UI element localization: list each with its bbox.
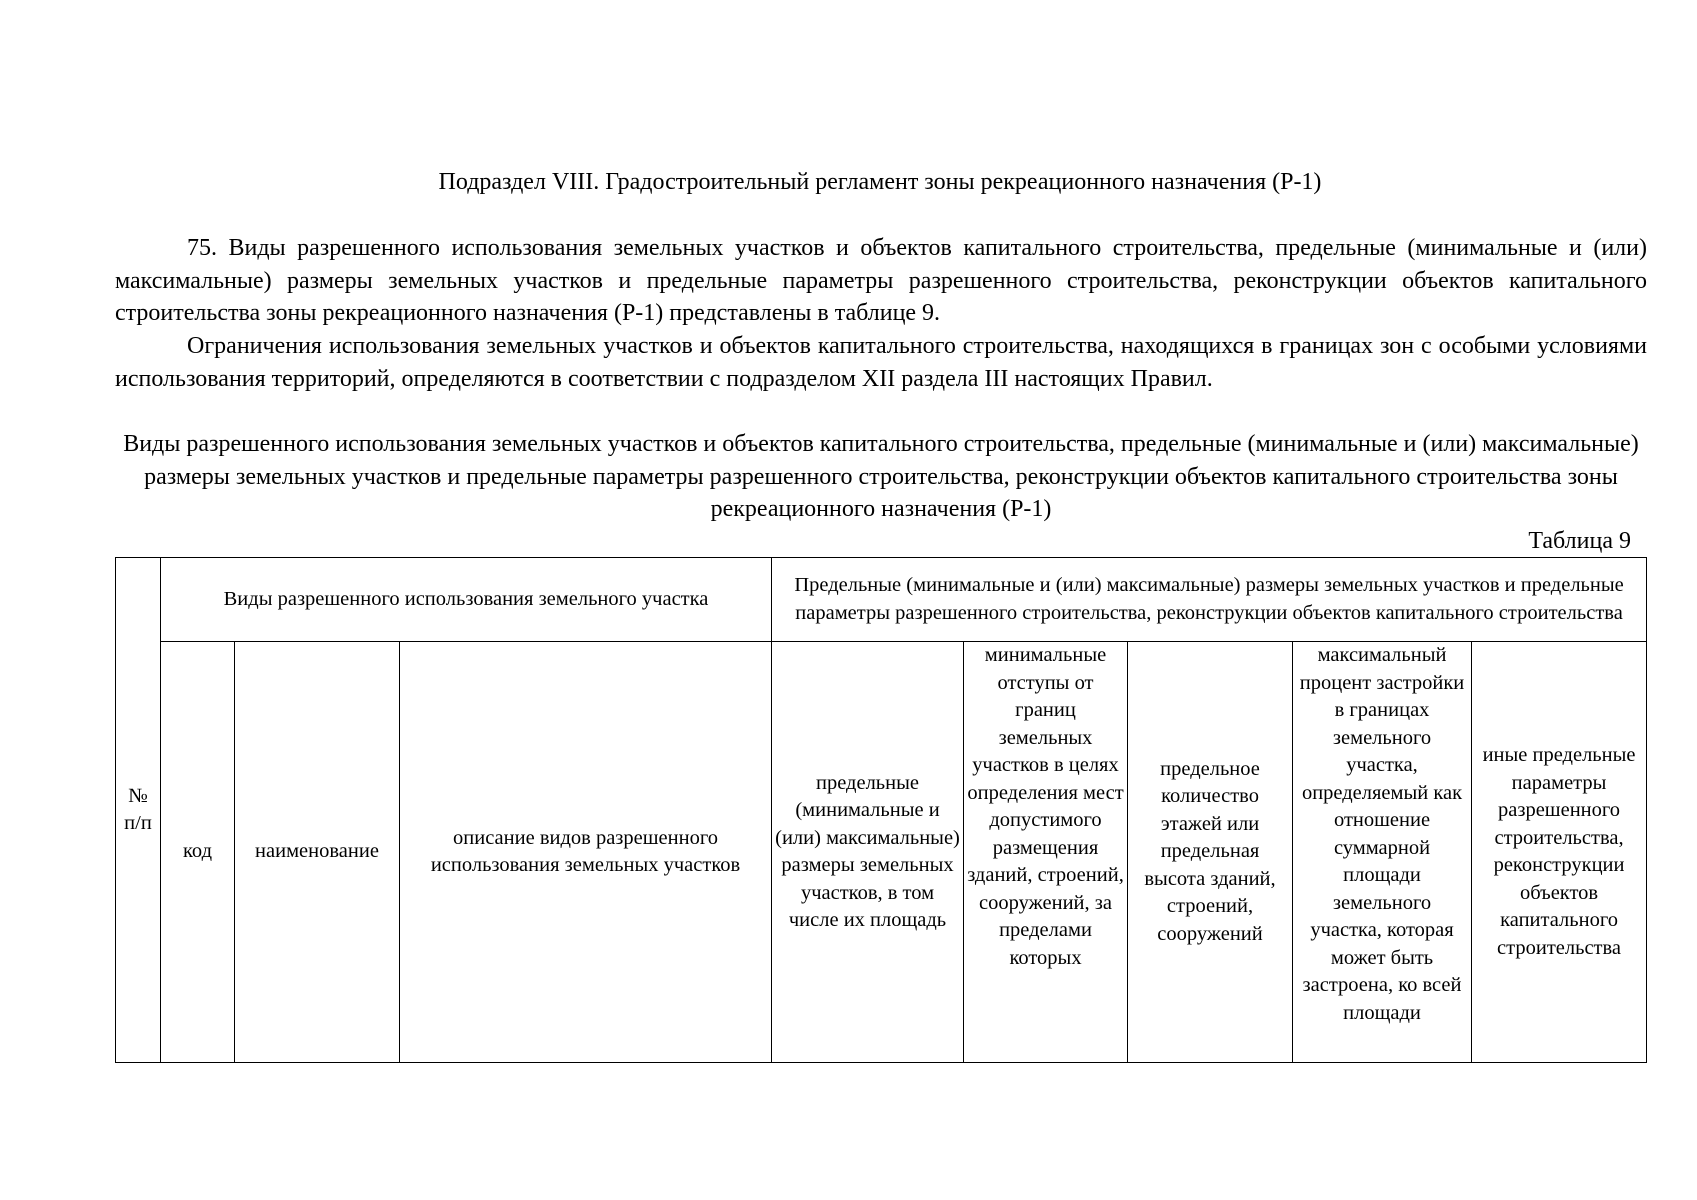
header-limits-group: Предельные (минимальные и (или) максимальные) размеры земельных участков и предельные параметры разрешенного строительства, реконструкции объектов капитального строительства xyxy=(772,558,1647,642)
subsection-title: Подраздел VIII. Градостроительный регламент зоны рекреационного назначения (Р-1) xyxy=(438,169,1322,195)
paragraph-restrictions: Ограничения использования земельных участков и объектов капитального строительства, находящихся в границах зон с особыми условиями использования территорий, определяются в соответствии с подразделом XII раздела III настоящих Правил. xyxy=(115,333,1647,392)
column-description: описание видов разрешенного использования земельных участков xyxy=(400,642,772,1063)
column-other-parameters: иные предельные параметры разрешенного строительства, реконструкции объектов капитального строительства xyxy=(1472,642,1647,1063)
column-setbacks: минимальные отступы от границ земельных участков в целях определения мест допустимого размещения зданий, строений, сооружений, за пределами которых xyxy=(964,642,1128,1063)
header-row-number: № п/п xyxy=(116,558,161,1063)
table-caption: Виды разрешенного использования земельных участков и объектов капитального строительства, предельные (минимальные и (или) максимальные) размеры земельных участков и предельные параметры разрешенного строительства, реконструкции объектов капитального строительства зоны рекреационного назначения (Р-1) xyxy=(123,431,1639,522)
header-permitted-use-group: Виды разрешенного использования земельного участка xyxy=(161,558,772,642)
table-header-row xyxy=(116,558,1647,642)
column-floors: предельное количество этажей или предельная высота зданий, строений, сооружений xyxy=(1128,642,1293,1063)
paragraph-75: 75. Виды разрешенного использования земельных участков и объектов капитального строительства, предельные (минимальные и (или) максимальные) размеры земельных участков и предельные параметры разрешенного строительства, реконструкции объектов капитального строительства зоны рекреационного назначения (Р-1) представлены в таблице 9. xyxy=(115,235,1647,326)
table-number: Таблица 9 xyxy=(1528,528,1631,554)
column-code: код xyxy=(161,642,235,1063)
column-coverage: максимальный процент застройки в границах земельного участка, определяемый как отношение суммарной площади земельного участка, которая может быть застроена, ко всей площади xyxy=(1293,642,1472,1063)
table-subheader-row xyxy=(116,642,1647,1063)
column-plot-size: предельные (минимальные и (или) максимальные) размеры земельных участков, в том числе их площадь xyxy=(772,642,964,1063)
column-name: наименование xyxy=(235,642,400,1063)
regulations-table xyxy=(115,557,1647,1063)
